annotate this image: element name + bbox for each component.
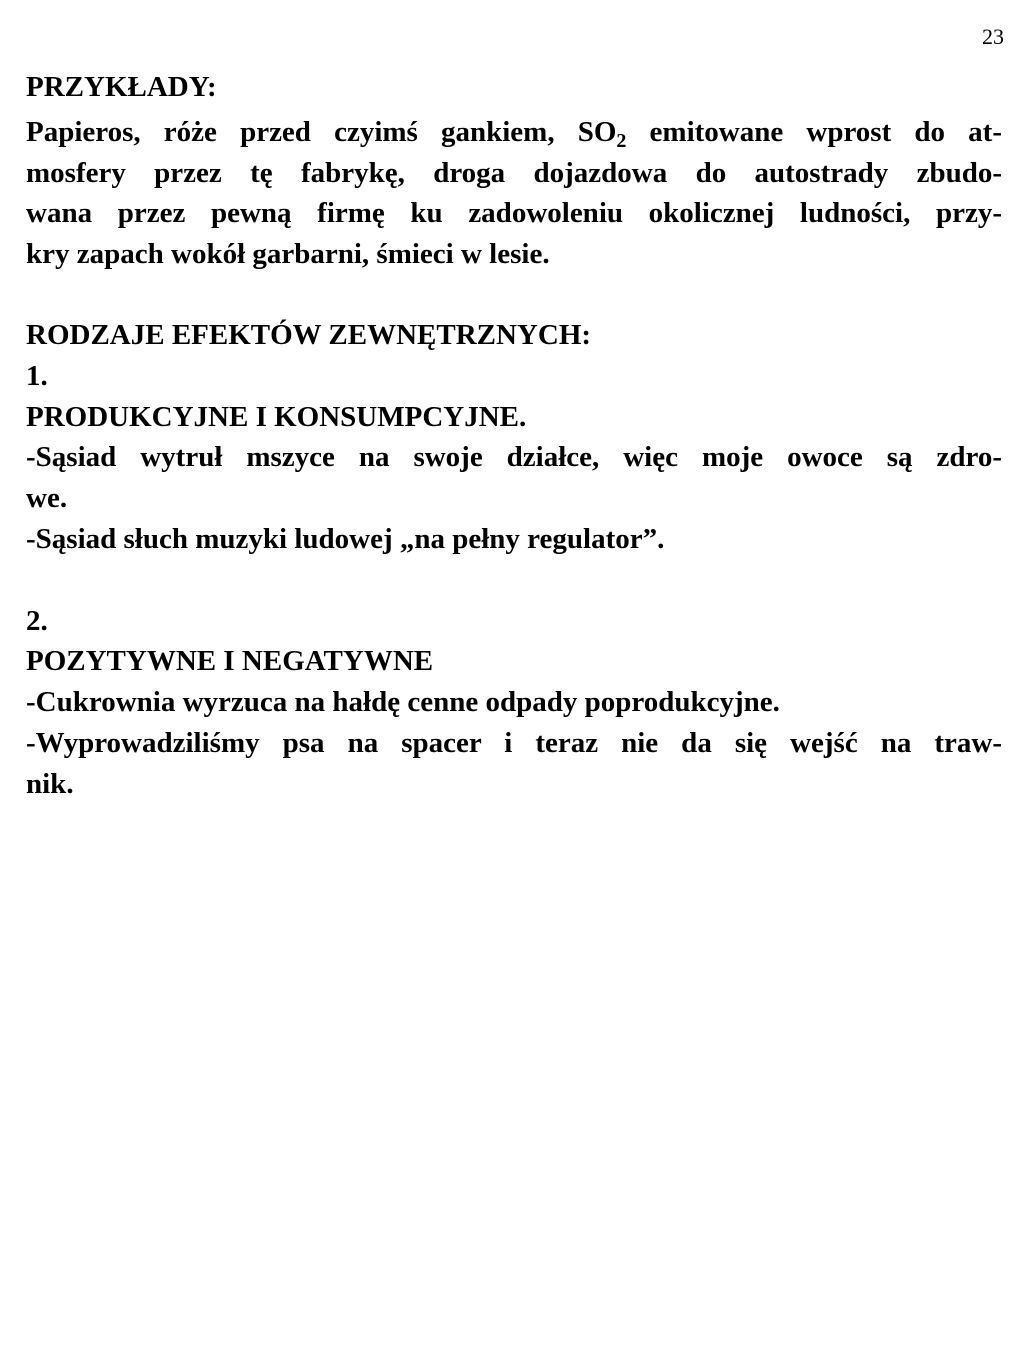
examples-line-1 [26,112,1002,153]
spacer [26,274,1002,315]
section-2-number: 2. [26,604,48,637]
section-1-line-3: -Sąsiad słuch muzyki ludowej „na pełny regulator”. [26,522,665,555]
section-1-number: 1. [26,359,48,392]
section-1-line-1: -Sąsiad wytruł mszyce na swoje działce, więc moje owoce są zdro- [26,441,1002,474]
examples-line-1-subscript: 2 [616,130,627,152]
examples-line-4: kry zapach wokół garbarni, śmieci w lesie. [26,237,550,270]
examples-line-3: wana przez pewną firmę ku zadowoleniu okolicznej ludności, przy- [26,197,1002,229]
examples-line-1-after: emitowane wprost do at- [626,116,1002,148]
section-1-title: PRODUKCYJNE I KONSUMPCYJNE. [26,400,527,433]
examples-heading: PRZYKŁADY: [26,71,217,103]
section-2-line-1: -Cukrownia wyrzuca na hałdę cenne odpady poprodukcyjne. [26,686,780,719]
section-2-line-2: -Wyprowadziliśmy psa na spacer i teraz nie da się wejść na traw- [26,726,1002,759]
section-2-title: POZYTYWNE I NEGATYWNE [26,645,434,678]
page-number: 23 [982,24,1004,49]
examples-line-1-before: Papieros, róże przed czyimś gankiem, SO [26,116,617,148]
types-heading: RODZAJE EFEKTÓW ZEWNĘTRZNYCH: [26,319,592,351]
section-2-line-3: nik. [26,767,74,800]
types-section [26,315,1002,805]
section-1-line-2: we. [26,482,68,515]
examples-line-2: mosfery przez tę fabrykę, droga dojazdowa do autostrady zbudo- [26,156,1002,189]
spacer [26,560,1002,601]
document-body [26,68,1002,805]
examples-paragraph [26,112,1002,274]
